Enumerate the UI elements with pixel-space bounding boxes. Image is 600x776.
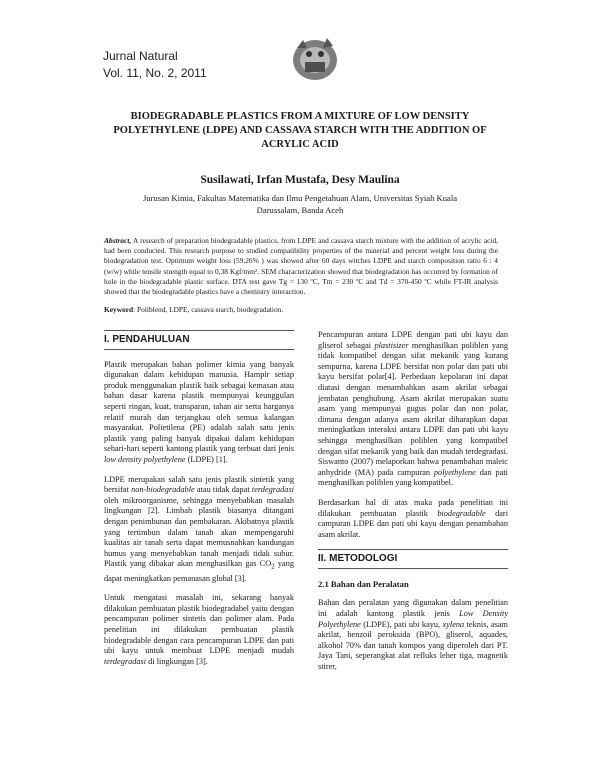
paragraph-5: Berdasarkan hal di atas maka pada penelitian ini dilakukan pembuatan plastik biodegradable dari campuran LDPE dan pati ubi kayu dengan penambahan asam akrilat. — [318, 497, 508, 539]
journal-header — [103, 48, 207, 82]
abstract-text: A research of preparation biodegradable plastics, from LDPE and cassava starch mixture with the addition of acrylic acid, had been conducted. This research purpose to studied compatibility properties of the material and percent weight loss during the biodegradation test. Optimum weight loss (59,26% ) was showed after 60 days witches LDPE and starch composition ratio 6 : 4 (w/w) while tensile strength equal to 0,38 Kgf/mm². SEM characterization showed that biodegradation has occurred by formation of hole in the biodegradable plastic surface. DTA test gave Tg = 130 ºC, Tm = 230 ºC and Td = 370-450 ºC while FT-IR analysis showed that the biodegradable plastics have a chemistry interaction. — [104, 236, 498, 297]
abstract — [104, 236, 498, 297]
affiliation-line-1: Jurusan Kimia, Fakultas Matematika dan Ilmu Pengetahuan Alam, Universitas Syiah Kuala — [142, 193, 458, 203]
paper-title: BIODEGRADABLE PLASTICS FROM A MIXTURE OF LOW DENSITY POLYETHYLENE (LDPE) AND CASSAVA STARCH WITH THE ADDITION OF ACRYLIC ACID — [113, 111, 487, 150]
paper-authors: Susilawati, Irfan Mustafa, Desy Maulina — [200, 174, 400, 186]
affiliation-line-2: Darussalam, Banda Aceh — [256, 205, 344, 215]
journal-volume: Vol. 11, No. 2, 2011 — [103, 66, 207, 80]
paragraph-3: Untuk mengatasi masalah ini, sekarang banyak dilakukan pembuatan plastik biodegradabel yaitu dengan pencampuran polimer sintetis dan polimer alam. Pada penelitian ini dilakukan pembuatan plastik biodegradable dengan cara pencampuran LDPE dan pati ubi kayu untuk membuat LDPE menjadi mudah terdegradasi di lingkungan [3]. — [104, 593, 294, 666]
paper-affiliation — [110, 192, 490, 216]
section-heading-metodologi: II. METODOLOGI — [318, 549, 508, 569]
journal-logo-icon — [287, 34, 343, 86]
paragraph-2: LDPE merupakan salah satu jenis plastik sintetik yang bersifat non-biodegradable atau tidak dapat terdegradasi oleh mikroorganisme, sehingga menyebabkan masalah lingkungan [2]. Limbah plastik biasanya ditangani dengan penimbunan dan pembakaran. Akibatnya plastik yang tertimbun dalam tanah akan mempengaruhi kualitas air tanah serta dapat memusnahkan kandungan humus yang menyebabkan tanah menjadi tidak subur. Plastik yang dibakar akan menghasilkan gas $CO_2$ yang dapat meningkatkan pemanasan global [3]. — [104, 474, 294, 583]
keyword-text: : Poliblend, LDPE, cassava starch, biodegradation. — [133, 305, 284, 314]
section-heading-pendahuluan: I. PENDAHULUAN — [104, 330, 294, 350]
keywords — [104, 305, 498, 315]
journal-name: Jurnal Natural — [103, 49, 178, 63]
paragraph-6: Bahan dan peralatan yang digunakan dalam penelitian ini adalah kantong plastik jenis Low Density Polyethylene (LDPE), pati ubi kayu, xylena teknis, asam akrilat, benzoil peroksida (BPO), gliserol, aquades, alkohol 70% dan tanah kompos yang diperoleh dari PT. Jaya Tani, seperangkat alat refluks leher tiga, magnetik stirer, — [318, 598, 509, 672]
keyword-label: Keyword — [104, 305, 134, 314]
left-column — [104, 330, 294, 676]
abstract-label: Abstract, — [104, 236, 132, 245]
right-column — [318, 330, 508, 682]
paragraph-4: Pencampuran antara LDPE dengan pati ubi kayu dan gliserol sebagai plastisizer menghasilkan poliblen yang tidak kompatibel dengan sifat mekanik yang kurang sempurna, karena LDPE bersifat non polar dan pati ubi kayu bersifat polar[4]. Perbedaan kepolaran ini dapat diatasi dengan menambahkan asam akrilat sebagai jembatan penghubung. Asam akrilat merupakan suatu asam yang mempunyai gugus polar dan non polar, dimana dengan adanya asam akrilat diharapkan dapat meningkatkan interaksi antara LDPE dan pati ubi kayu sehingga menghasilkan poliblen yang kompatibel dengan sifat mekanik yang baik dan mudah terdegradasi. Siswanto (2007) melaporkan bahwa penambahan maleic anhydride (MA) pada campuran polyethylene dan pati menghasilkan poliblen yang kompatibel. — [318, 330, 508, 488]
subsection-heading-bahan: 2.1 Bahan dan Peralatan — [318, 578, 409, 589]
paragraph-1: Plastik merupakan bahan polimer kimia yang banyak digunakan dalam kehidupan manusia. Hampir setiap produk menggunakan plastik baik sebagai kemasan atau bahan dasar karena plastik mempunyai keunggulan seperti ringan, kuat, transparan, tahan air serta harganya relatif murah dan terjangkau oleh semua kalangan masyarakat. Polietilena (PE) adalah salah satu jenis plastik yang paling banyak dipakai dalam kehidupan sehari-hari seperti kantong plastik yang terbuat dari jenis low density polyethylene (LDPE) [1]. — [104, 359, 294, 464]
